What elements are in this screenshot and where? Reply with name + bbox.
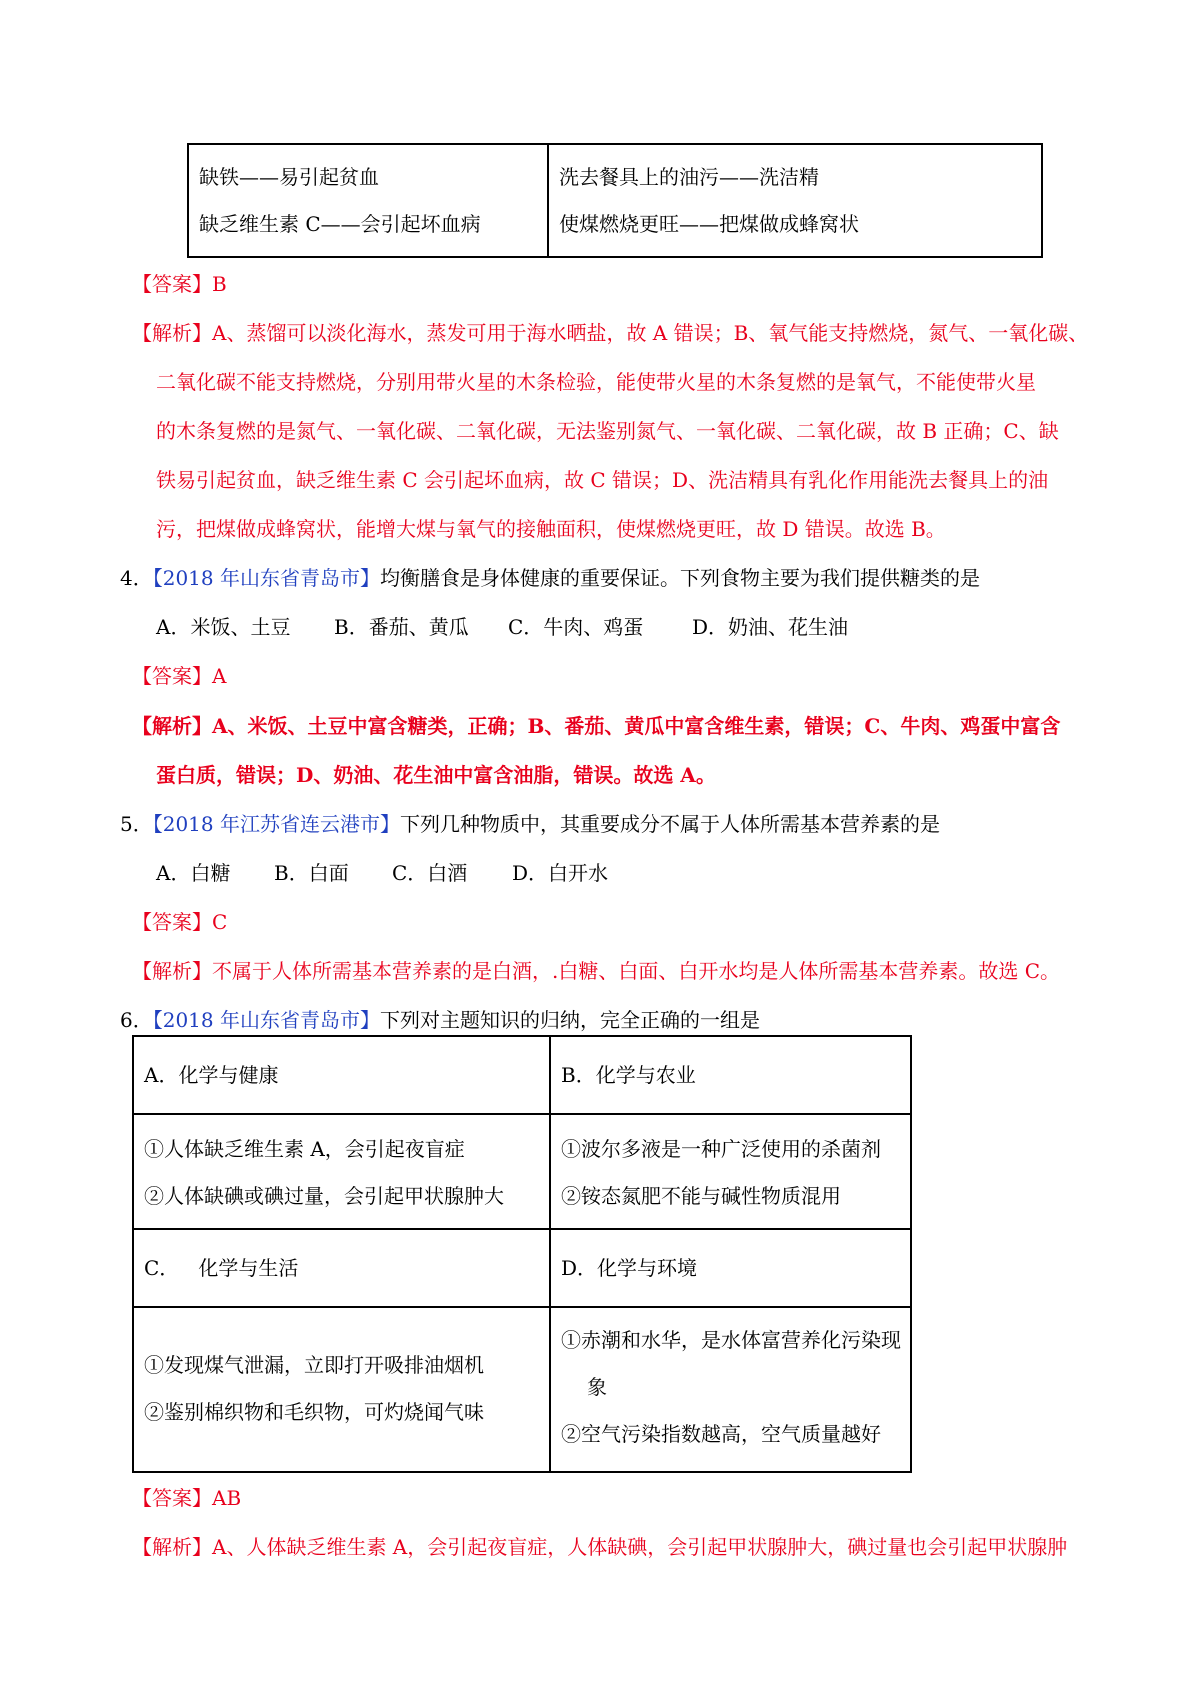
option: C．牛肉、鸡蛋 bbox=[508, 615, 644, 639]
q5-analysis-line bbox=[132, 959, 1060, 983]
top-table-left-cell bbox=[188, 144, 548, 257]
analysis-text: A、米饭、土豆中富含糖类，正确；B、番茄、黄瓜中富含维生素，错误；C、牛肉、鸡蛋中富含 bbox=[212, 714, 1061, 738]
q5-answer bbox=[132, 910, 227, 934]
top-table-right-cell bbox=[548, 144, 1042, 257]
question-text: 均衡膳食是身体健康的重要保证。下列食物主要为我们提供糖类的是 bbox=[380, 566, 980, 590]
option: B．白面 bbox=[274, 861, 349, 885]
q3-analysis-line: 铁易引起贫血，缺乏维生素 C 会引起坏血病，故 C 错误；D、洗洁精具有乳化作用能洗去餐具上的油 bbox=[156, 468, 1049, 492]
q3-analysis-line: 污，把煤做成蜂窝状，能增大煤与氧气的接触面积，使煤燃烧更旺，故 D 错误。故选 B。 bbox=[156, 517, 946, 541]
cell-title: B．化学与农业 bbox=[561, 1063, 696, 1087]
top-table-right-line: 使煤燃烧更旺——把煤做成蜂窝状 bbox=[559, 212, 859, 236]
q6-cell-a-title bbox=[133, 1036, 550, 1114]
question-number: 5． bbox=[120, 812, 153, 836]
question-source: 【2018 年江苏省连云港市】 bbox=[152, 812, 400, 836]
analysis-text: A、蒸馏可以淡化海水，蒸发可用于海水晒盐，故 A 错误；B、氧气能支持燃烧，氮气、一氧化碳、 bbox=[212, 321, 1089, 345]
top-table-right-line: 洗去餐具上的油污——洗洁精 bbox=[559, 165, 819, 189]
q4-answer bbox=[132, 664, 226, 688]
analysis-label: 【解析】 bbox=[132, 959, 212, 983]
question-number: 6． bbox=[120, 1008, 153, 1032]
q4-analysis-line: 蛋白质，错误；D、奶油、花生油中富含油脂，错误。故选 A。 bbox=[156, 763, 716, 787]
option: B．番茄、黄瓜 bbox=[334, 615, 469, 639]
answer-value: A bbox=[212, 664, 227, 688]
question-source: 【2018 年山东省青岛市】 bbox=[152, 1008, 380, 1032]
q5-stem bbox=[120, 812, 940, 836]
cell-item: ①赤潮和水华，是水体富营养化污染现 bbox=[561, 1328, 901, 1352]
answer-value: C bbox=[212, 910, 228, 934]
q6-cell-b-title bbox=[550, 1036, 911, 1114]
q6-cell-c-items bbox=[133, 1307, 550, 1472]
analysis-text: 不属于人体所需基本营养素的是白酒，.白糖、白面、白开水均是人体所需基本营养素。故选 C。 bbox=[212, 959, 1061, 983]
q6-stem bbox=[120, 1008, 760, 1032]
option: A．米饭、土豆 bbox=[156, 615, 291, 639]
q4-options bbox=[156, 615, 848, 639]
answer-value: B bbox=[212, 272, 227, 296]
q6-table bbox=[132, 1035, 912, 1473]
cell-item: 象 bbox=[587, 1375, 607, 1399]
question-text: 下列几种物质中，其重要成分不属于人体所需基本营养素的是 bbox=[400, 812, 940, 836]
cell-item: ①发现煤气泄漏，立即打开吸排油烟机 bbox=[144, 1353, 484, 1377]
q6-cell-a-items bbox=[133, 1114, 550, 1229]
analysis-label: 【解析】 bbox=[132, 714, 212, 738]
q6-cell-b-items bbox=[550, 1114, 911, 1229]
cell-item: ②鉴别棉织物和毛织物，可灼烧闻气味 bbox=[144, 1400, 484, 1424]
analysis-label: 【解析】 bbox=[132, 1535, 212, 1559]
answer-label: 【答案】 bbox=[132, 1486, 212, 1510]
q3-answer bbox=[132, 272, 227, 296]
option: C．白酒 bbox=[392, 861, 468, 885]
q3-analysis-line bbox=[132, 321, 1088, 345]
cell-item: ②人体缺碘或碘过量，会引起甲状腺肿大 bbox=[144, 1184, 504, 1208]
analysis-label: 【解析】 bbox=[132, 321, 212, 345]
answer-label: 【答案】 bbox=[132, 910, 212, 934]
question-number: 4． bbox=[120, 566, 153, 590]
cell-title: D．化学与环境 bbox=[561, 1256, 698, 1280]
analysis-text: A、人体缺乏维生素 A，会引起夜盲症，人体缺碘，会引起甲状腺肿大，碘过量也会引起甲状腺肿 bbox=[212, 1535, 1068, 1559]
q6-cell-d-items bbox=[550, 1307, 911, 1472]
cell-item: ①人体缺乏维生素 A，会引起夜盲症 bbox=[144, 1137, 465, 1161]
option: D．奶油、花生油 bbox=[692, 615, 849, 639]
q4-stem bbox=[120, 566, 980, 590]
top-table-left-line: 缺铁——易引起贫血 bbox=[199, 165, 379, 189]
q3-analysis-line: 的木条复燃的是氮气、一氧化碳、二氧化碳，无法鉴别氮气、一氧化碳、二氧化碳，故 B 正确；C、缺 bbox=[156, 419, 1059, 443]
q5-options bbox=[156, 861, 608, 885]
q6-cell-d-title bbox=[550, 1229, 911, 1307]
cell-item: ②铵态氮肥不能与碱性物质混用 bbox=[561, 1184, 841, 1208]
q6-answer bbox=[132, 1486, 241, 1510]
answer-value: AB bbox=[212, 1486, 242, 1510]
cell-item: ②空气污染指数越高，空气质量越好 bbox=[561, 1422, 881, 1446]
answer-label: 【答案】 bbox=[132, 272, 212, 296]
top-table-left-line: 缺乏维生素 C——会引起坏血病 bbox=[199, 212, 481, 236]
cell-title: A．化学与健康 bbox=[144, 1063, 279, 1087]
q6-cell-c-title bbox=[133, 1229, 550, 1307]
question-source: 【2018 年山东省青岛市】 bbox=[152, 566, 380, 590]
cell-item: ①波尔多液是一种广泛使用的杀菌剂 bbox=[561, 1137, 881, 1161]
q4-analysis-line bbox=[132, 714, 1060, 738]
option: D．白开水 bbox=[512, 861, 609, 885]
q3-analysis-line: 二氧化碳不能支持燃烧，分别用带火星的木条检验，能使带火星的木条复燃的是氧气，不能使带火星 bbox=[156, 370, 1036, 394]
option: A．白糖 bbox=[156, 861, 231, 885]
question-text: 下列对主题知识的归纳，完全正确的一组是 bbox=[380, 1008, 760, 1032]
answer-label: 【答案】 bbox=[132, 664, 212, 688]
q6-analysis-line bbox=[132, 1535, 1067, 1559]
cell-title: C． 化学与生活 bbox=[144, 1256, 299, 1280]
top-table bbox=[187, 143, 1043, 258]
